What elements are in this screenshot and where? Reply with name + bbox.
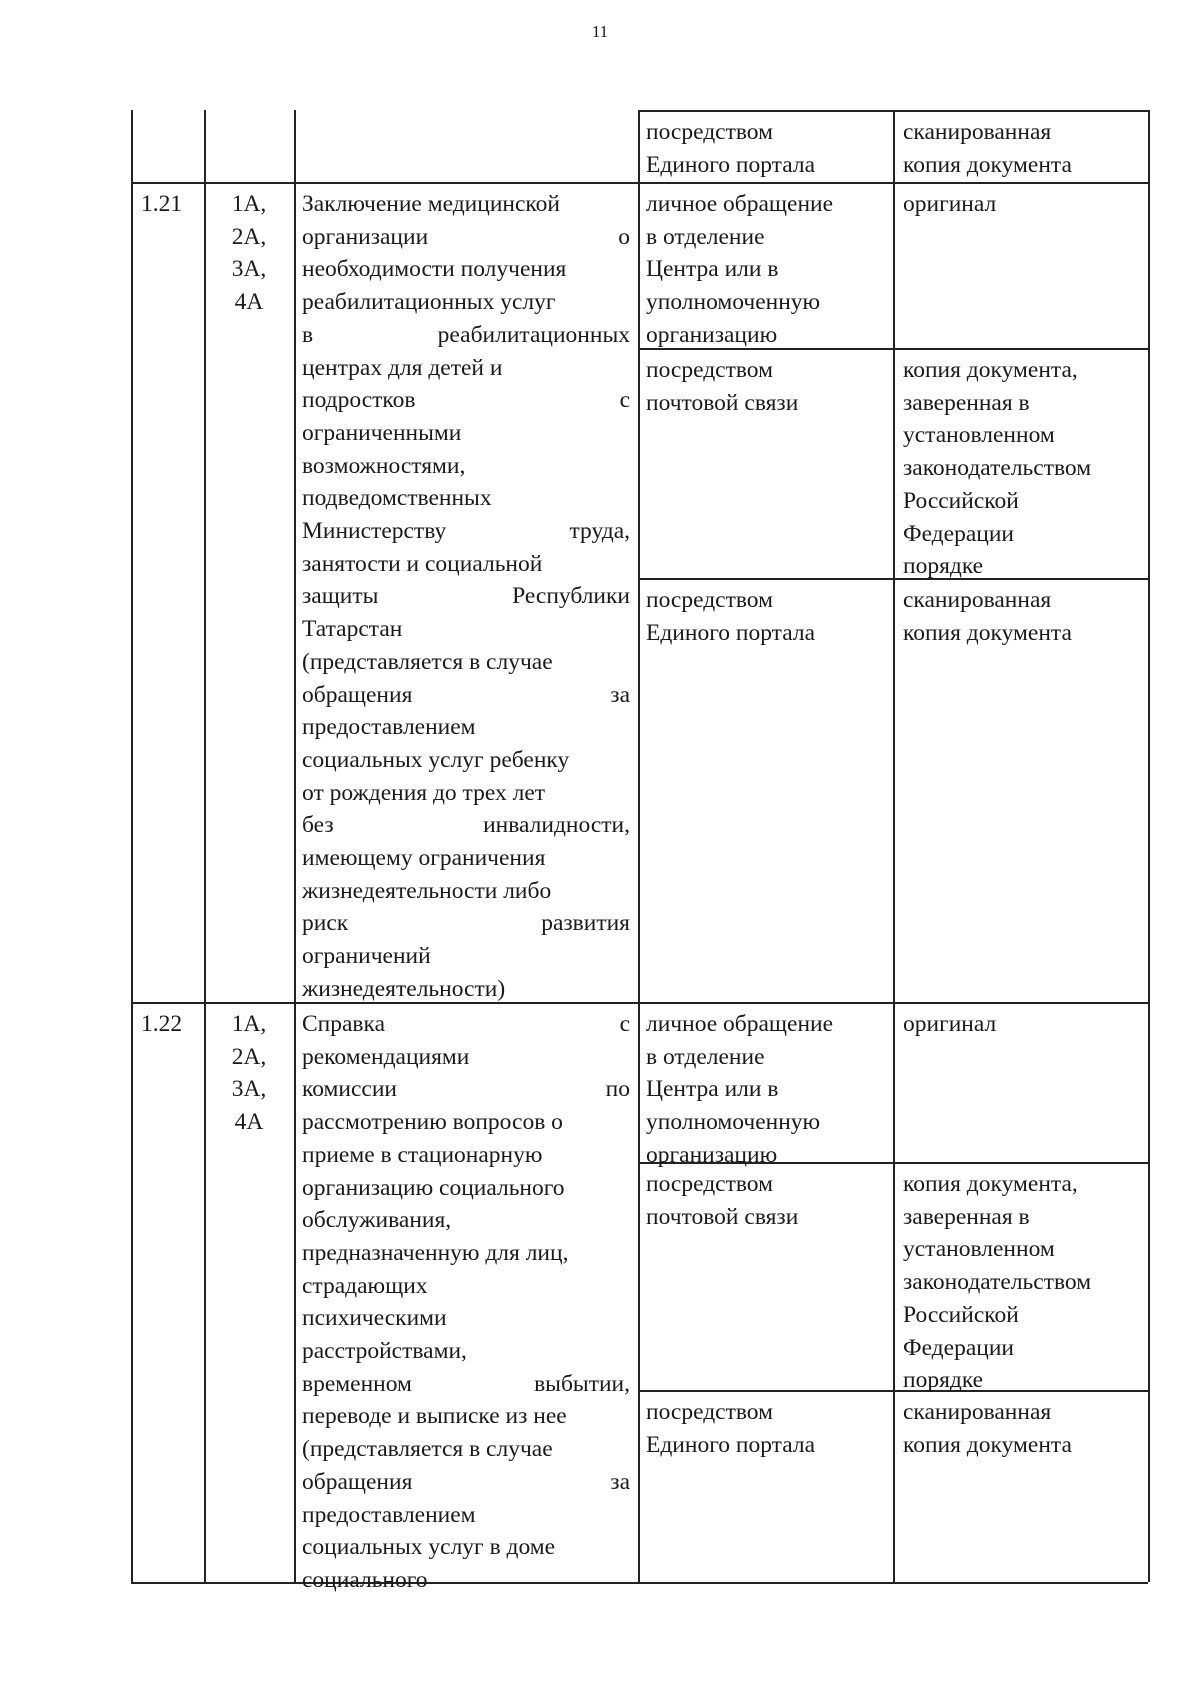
description-word: переводе и выписке из нее <box>302 1403 567 1430</box>
row-divider <box>131 1002 1148 1004</box>
text-line: личное обращение <box>646 191 834 217</box>
document-description <box>302 1008 630 1597</box>
description-word: от рождения до трех лет <box>302 779 546 806</box>
text-line: в отделение <box>646 223 765 250</box>
description-word: в <box>302 321 314 348</box>
text-line <box>302 1531 630 1564</box>
text-line: сканированная <box>903 119 1052 145</box>
description-word: предназначенную для лиц, <box>302 1239 569 1266</box>
page-number: 11 <box>591 22 609 41</box>
column-divider <box>294 110 296 1582</box>
description-word: жизнедеятельности) <box>302 975 506 1002</box>
text-line: почтовой связи <box>646 1203 799 1230</box>
text-line: заверенная в <box>903 389 1030 416</box>
text-line: 4А <box>234 289 264 316</box>
category-list <box>208 188 290 319</box>
description-word: реабилитационных <box>437 321 630 348</box>
text-line <box>302 1433 630 1466</box>
submission-method <box>646 1396 889 1461</box>
text-line: копия документа <box>903 1431 1072 1458</box>
text-line: организацию <box>646 1141 778 1168</box>
description-word: выбытии, <box>534 1370 630 1397</box>
text-line: 4А <box>234 1109 264 1136</box>
description-word: с <box>619 1011 630 1037</box>
text-line <box>302 1302 630 1335</box>
submission-method <box>646 1168 889 1233</box>
text-line: законодательством <box>903 455 1092 482</box>
description-word: социального <box>302 1566 428 1593</box>
text-line <box>302 1237 630 1270</box>
document-form <box>903 1168 1144 1397</box>
text-line <box>302 1106 630 1139</box>
text-line <box>302 907 630 940</box>
text-line <box>302 1466 630 1499</box>
description-word: риск <box>302 910 349 937</box>
description-word: Татарстан <box>302 616 403 643</box>
text-line: копия документа, <box>903 1171 1078 1197</box>
text-line <box>302 352 630 385</box>
column-divider <box>1148 110 1150 1582</box>
text-line: сканированная <box>903 587 1052 613</box>
document-form <box>903 1396 1144 1461</box>
description-word: ограниченными <box>302 419 462 446</box>
description-word: занятости и социальной <box>302 550 543 577</box>
text-line: уполномоченную <box>646 289 821 316</box>
description-word: центрах для детей и <box>302 354 503 381</box>
text-line <box>302 940 630 973</box>
text-line: законодательством <box>903 1269 1092 1296</box>
text-line <box>302 1172 630 1205</box>
text-line <box>302 286 630 319</box>
text-line <box>302 973 630 1006</box>
description-word: социальных услуг в доме <box>302 1534 556 1561</box>
submission-method <box>646 354 889 419</box>
text-line: организацию <box>646 321 778 348</box>
row-divider <box>131 1582 1148 1584</box>
text-line <box>302 744 630 777</box>
text-line: оригинал <box>903 1011 997 1037</box>
text-line: копия документа <box>903 151 1072 178</box>
text-line: посредством <box>646 587 773 613</box>
row-number: 1.22 <box>141 1011 183 1037</box>
text-line: установленном <box>903 422 1055 449</box>
description-word: подростков <box>302 387 416 414</box>
description-word: за <box>610 681 630 708</box>
description-word: комиссии <box>302 1076 397 1103</box>
text-line: в отделение <box>646 1043 765 1070</box>
text-line <box>302 1139 630 1172</box>
text-line: Центра или в <box>646 1076 779 1103</box>
text-line <box>302 1270 630 1303</box>
text-line <box>302 417 630 450</box>
text-line <box>302 1335 630 1368</box>
description-word: подведомственных <box>302 485 492 512</box>
description-word: психическими <box>302 1305 447 1332</box>
text-line <box>302 580 630 613</box>
text-line: 2А, <box>231 1043 267 1070</box>
description-word: возможностями, <box>302 452 466 479</box>
description-word: (представляется в случае <box>302 648 553 675</box>
text-line <box>302 1008 630 1041</box>
text-line <box>302 188 630 221</box>
document-form <box>903 584 1144 649</box>
text-line <box>302 482 630 515</box>
text-line <box>302 1499 630 1532</box>
text-line: сканированная <box>903 1399 1052 1425</box>
text-line <box>302 875 630 908</box>
document-description <box>302 188 630 1006</box>
text-line: Федерации <box>903 520 1014 547</box>
text-line: Российской <box>903 1301 1019 1328</box>
text-line: порядке <box>903 1367 984 1394</box>
text-line: посредством <box>646 119 773 145</box>
text-line: Российской <box>903 487 1019 514</box>
text-line <box>302 1073 630 1106</box>
category-list <box>208 1008 290 1139</box>
row-divider <box>638 110 1148 112</box>
description-word: обращения <box>302 1468 413 1495</box>
text-line: копия документа, <box>903 357 1078 383</box>
text-line <box>302 613 630 646</box>
description-word: рекомендациями <box>302 1043 470 1070</box>
description-word: организацию социального <box>302 1174 565 1201</box>
description-word: реабилитационных услуг <box>302 289 556 316</box>
row-divider <box>131 182 1148 184</box>
text-line: посредством <box>646 1171 773 1197</box>
description-word: организации <box>302 223 429 250</box>
text-line: личное обращение <box>646 1011 834 1037</box>
description-word: временном <box>302 1370 412 1397</box>
text-line: посредством <box>646 357 773 383</box>
text-line: 3А, <box>231 256 267 283</box>
text-line <box>302 253 630 286</box>
description-word: обращения <box>302 681 413 708</box>
description-word: по <box>605 1076 630 1103</box>
text-line: Единого портала <box>646 1431 816 1458</box>
text-line <box>302 1204 630 1237</box>
row-number: 1.21 <box>141 191 183 217</box>
text-line: посредством <box>646 1399 773 1425</box>
text-line <box>302 711 630 744</box>
description-word: Министерству <box>302 518 447 545</box>
description-word: без <box>302 812 334 839</box>
text-line: Федерации <box>903 1334 1014 1361</box>
description-word: защиты <box>302 583 379 610</box>
description-word: ограничений <box>302 943 431 970</box>
text-line <box>302 450 630 483</box>
document-form <box>903 188 1144 221</box>
text-line <box>302 809 630 842</box>
text-line: 2А, <box>231 223 267 250</box>
description-word: страдающих <box>302 1272 428 1299</box>
text-line <box>302 646 630 679</box>
text-line: 1А, <box>231 191 267 217</box>
submission-method <box>646 116 889 181</box>
text-line <box>302 221 630 254</box>
submission-method <box>646 584 889 649</box>
description-word: с <box>619 387 630 414</box>
description-word: Заключение медицинской <box>302 191 560 217</box>
description-word: труда, <box>569 518 630 545</box>
text-line <box>302 1368 630 1401</box>
description-word: расстройствами, <box>302 1338 467 1365</box>
column-divider <box>638 110 640 1582</box>
document-form <box>903 116 1144 181</box>
text-line: копия документа <box>903 619 1072 646</box>
description-word: Справка <box>302 1011 386 1037</box>
text-line <box>302 384 630 417</box>
text-line: 3А, <box>231 1076 267 1103</box>
description-word: инвалидности, <box>483 812 630 839</box>
text-line: Единого портала <box>646 151 816 178</box>
description-word: жизнедеятельности либо <box>302 877 552 904</box>
description-word: приеме в стационарную <box>302 1141 543 1168</box>
text-line <box>302 1041 630 1074</box>
description-word: о <box>618 223 630 250</box>
text-line: Единого портала <box>646 619 816 646</box>
text-line: заверенная в <box>903 1203 1030 1230</box>
text-line: оригинал <box>903 191 997 217</box>
column-divider <box>204 110 206 1582</box>
column-divider <box>893 110 895 1582</box>
text-line: порядке <box>903 553 984 580</box>
description-word: имеющему ограничения <box>302 845 546 872</box>
text-line: уполномоченную <box>646 1109 821 1136</box>
description-word: за <box>610 1468 630 1495</box>
text-line: почтовой связи <box>646 389 799 416</box>
description-word: необходимости получения <box>302 256 567 283</box>
text-line <box>302 1564 630 1597</box>
description-word: предоставлением <box>302 714 476 741</box>
text-line <box>302 679 630 712</box>
text-line: 1А, <box>231 1011 267 1037</box>
description-word: (представляется в случае <box>302 1436 553 1463</box>
description-word: рассмотрению вопросов о <box>302 1109 563 1136</box>
description-word: обслуживания, <box>302 1207 452 1234</box>
document-form <box>903 354 1144 583</box>
text-line <box>302 548 630 581</box>
text-line <box>302 777 630 810</box>
text-line <box>302 319 630 352</box>
description-word: предоставлением <box>302 1501 476 1528</box>
description-word: Республики <box>512 583 630 610</box>
submission-method <box>646 188 889 352</box>
document-form <box>903 1008 1144 1041</box>
submission-method <box>646 1008 889 1172</box>
text-line: Центра или в <box>646 256 779 283</box>
text-line <box>302 842 630 875</box>
text-line <box>302 1400 630 1433</box>
description-word: развития <box>541 910 630 937</box>
text-line: установленном <box>903 1236 1055 1263</box>
text-line <box>302 515 630 548</box>
description-word: социальных услуг ребенку <box>302 746 570 773</box>
column-divider <box>131 110 133 1582</box>
